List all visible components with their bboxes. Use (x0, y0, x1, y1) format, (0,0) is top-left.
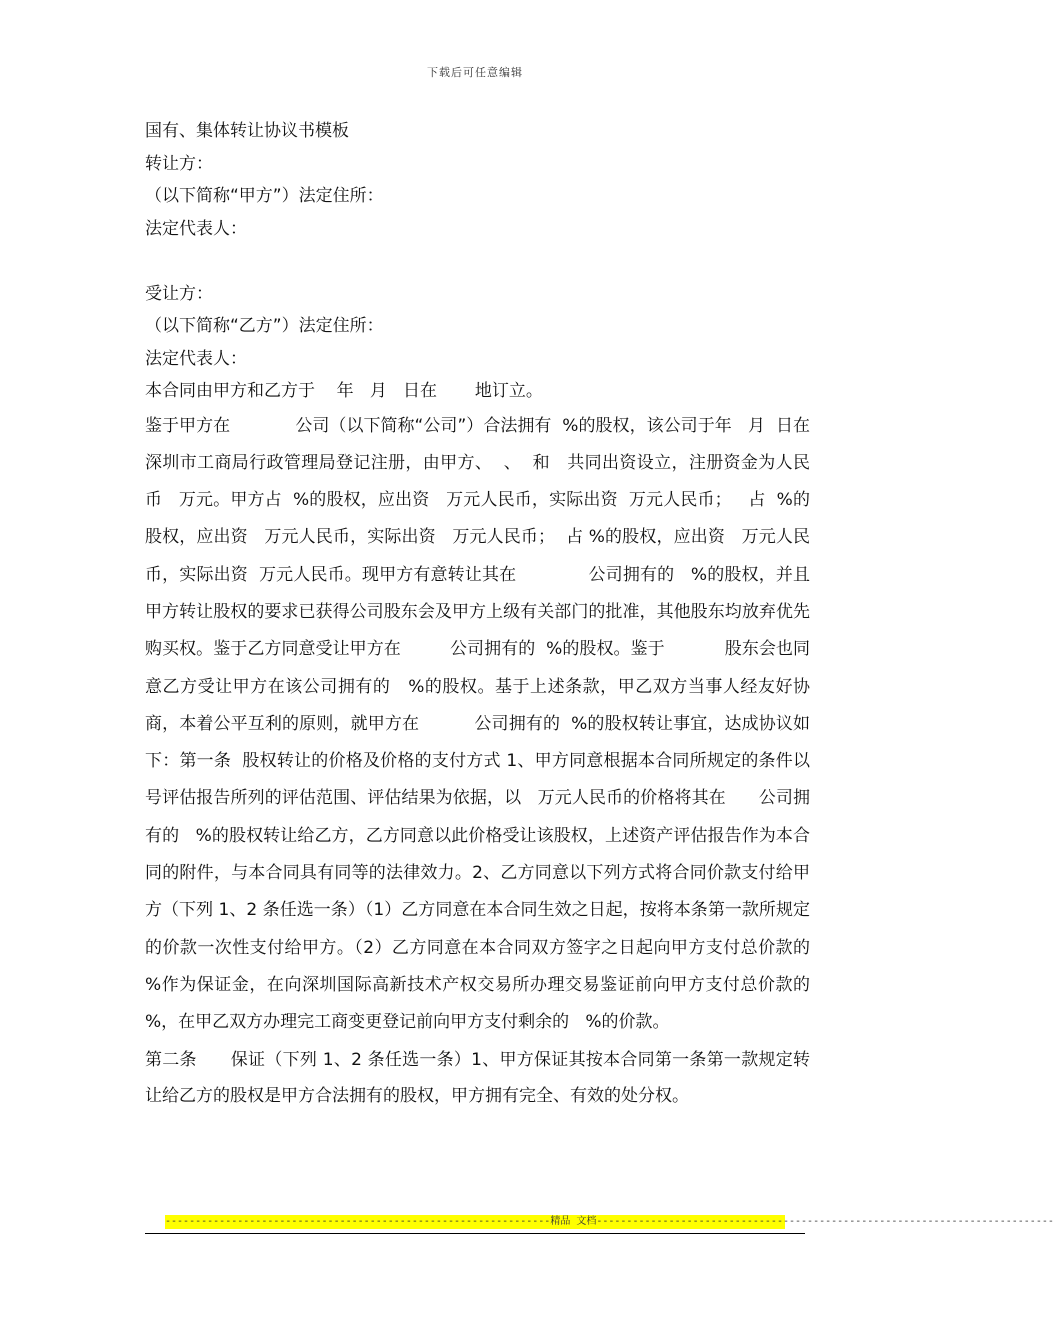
footer-divider (145, 1233, 805, 1234)
blank-spacer (145, 245, 810, 278)
transferor-abbrev: （以下简称“甲方”）法定住所： (145, 186, 384, 206)
contract-intro: 本合同由甲方和乙方于 年 月 日在 地订立。 (145, 381, 543, 401)
transferee-abbrev: （以下简称“乙方”）法定住所： (145, 316, 384, 336)
transferor-label: 转让方： (145, 153, 213, 174)
main-paragraph: 鉴于甲方在 公司（以下简称“公司”）合法拥有 %的股权，该公司于年 月 日在深圳市工商局行政管理局登记注册，由甲方、 、 和 共同出资设立，注册资金为人民币 万元。甲方占 %的股权，应出资 万元人民币，实际出资 万元人民币； 占 %的股权，应出资 万元人民币，实际出资 万元人民币； 占 %的股权，应出资 万元人民币，实际出资 万元人民币。现甲方有意转让其在 公司拥有的 %的股权，并且甲方转让股权的要求已获得公司股东会及甲方上级有关部门的批准，其他股东均放弃优先购买权。鉴于乙方同意受让甲方在 公司拥有的 %的股权。鉴于 股东会也同意乙方受让甲方在该公司拥有的 %的股权。基于上述条款，甲乙双方当事人经友好协商，本着公平互利的原则，就甲方在 公司拥有的 %的股权转让事宜，达成协议如下：第一条 股权转让的价格及价格的支付方式 1、甲方同意根据本合同所规定的条件以 号评估报告所列的评估范围、评估结果为依据，以 万元人民币的价格将其在 公司拥有的 %的股权转让给乙方，乙方同意以此价格受让该股权，上述资产评估报告作为本合同的附件，与本合同具有同等的法律效力。2、乙方同意以下列方式将合同价款支付给甲方（下列 1、2 条任选一条）（1）乙方同意在本合同生效之日起，按将本条第一款所规定的价款一次性支付给甲方。（2）乙方同意在本合同双方签字之日起向甲方支付总价款的 %作为保证金，在向深圳国际高新技术产权交易所办理交易鉴证前向甲方支付总价款的 %，在甲乙双方办理完工商变更登记前向甲方支付剩余的 %的价款。 (145, 415, 827, 1033)
article-two: 第二条 保证（下列 1、2 条任选一条）1、甲方保证其按本合同第一条第一款规定转让给乙方的股权是甲方合法拥有的股权，甲方拥有完全、有效的处分权。 (145, 1049, 810, 1106)
page-header-note: 下载后可任意编辑 (427, 66, 523, 79)
document-title: 国有、集体转让协议书模板 (145, 121, 349, 141)
transferee-rep: 法定代表人： (145, 348, 247, 369)
footer-banner: ----------------------------------------------------------------精品 文档---------------------------------------------------------------------------- (165, 1216, 1054, 1227)
transferor-rep: 法定代表人： (145, 218, 247, 239)
document-body (145, 115, 827, 1114)
transferee-label: 受让方： (145, 283, 213, 304)
